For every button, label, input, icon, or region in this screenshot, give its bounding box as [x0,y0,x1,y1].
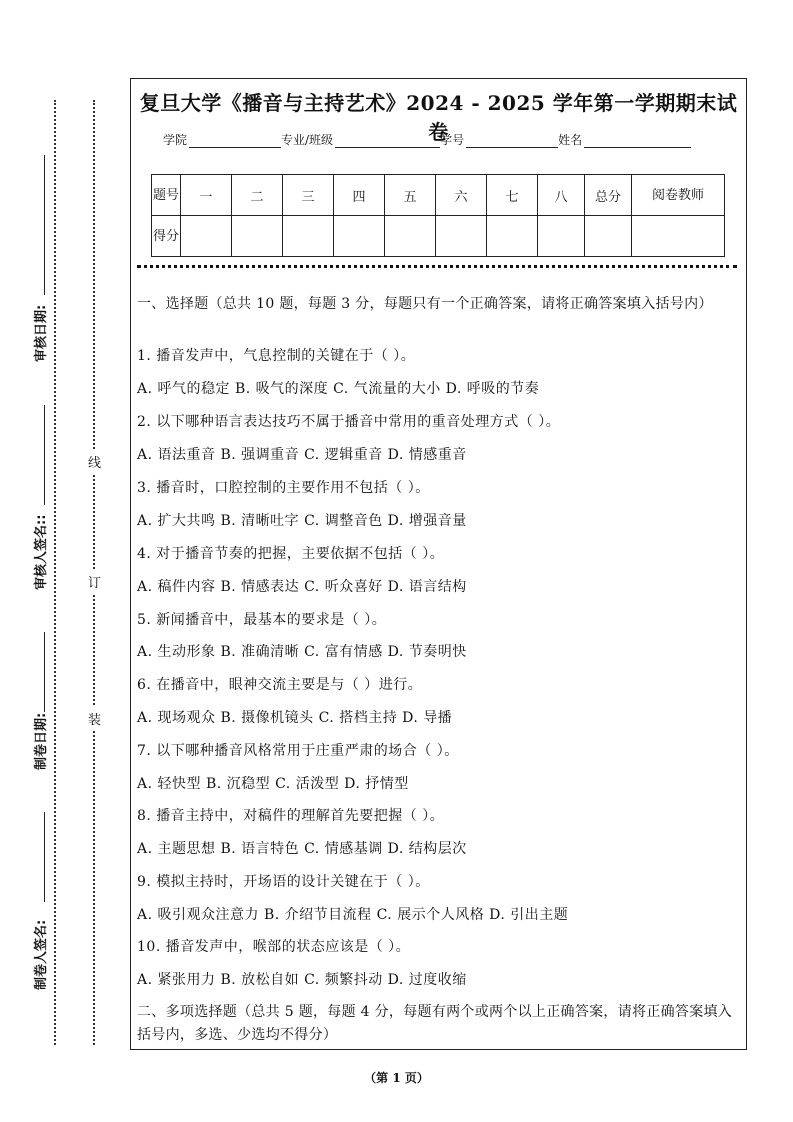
score-cell[interactable] [538,216,585,257]
major-class-field[interactable] [335,133,440,148]
question-8: 8. 播音主持中，对稿件的理解首先要把握（ ）。 [137,808,445,824]
question-2-options: A. 语法重音 B. 强调重音 C. 逻辑重音 D. 情感重音 [137,447,467,463]
binding-char-staple: 装 [88,707,101,730]
score-table-score-row [152,216,725,257]
audit-date-label: 审核日期: [34,304,49,362]
score-table [151,174,725,257]
score-cell[interactable] [181,216,232,257]
col-header: 八 [538,175,585,216]
page-title: 复旦大学《播音与主持艺术》2024 - 2025 学年第一学期期末试卷 [139,91,738,144]
question-7: 7. 以下哪种播音风格常用于庄重严肃的场合（ ）。 [137,743,459,759]
name-field[interactable] [584,133,691,148]
question-4-options: A. 稿件内容 B. 情感表达 C. 听众喜好 D. 语言结构 [137,579,467,595]
score-row-header: 得分 [152,216,181,257]
auditor-signature-blank [44,405,45,505]
score-cell[interactable] [436,216,487,257]
question-2: 2. 以下哪种语言表达技巧不属于播音中常用的重音处理方式（ ）。 [137,414,561,430]
question-6-options: A. 现场观众 B. 摄像机镜头 C. 搭档主持 D. 导播 [137,710,453,726]
exam-date-label: 制卷日期: [34,712,49,770]
exam-maker-signature-blank [44,812,45,902]
page-number: （第 1 页） [364,1071,429,1085]
col-header: 四 [334,175,385,216]
auditor-signature-label: 审核人签名:: [34,514,49,590]
col-header: 总分 [585,175,632,216]
binding-dotted-line-outer [54,100,56,1045]
student-id-field[interactable] [466,133,558,148]
question-1-options: A. 呼气的稳定 B. 吸气的深度 C. 气流量的大小 D. 呼吸的节奏 [137,381,540,397]
col-header: 六 [436,175,487,216]
score-cell[interactable] [585,216,632,257]
major-class-label: 专业/班级 [281,133,334,147]
question-10: 10. 播音发声中，喉部的状态应该是（ ）。 [137,939,411,955]
question-9: 9. 模拟主持时，开场语的设计关键在于（ ）。 [137,874,430,890]
question-3-options: A. 扩大共鸣 B. 清晰吐字 C. 调整音色 D. 增强音量 [137,513,467,529]
section-2-heading: 二、多项选择题（总共 5 题，每题 4 分，每题有两个或两个以上正确答案，请将正确答案填入括号内，多选、少选均不得分） [137,1004,733,1043]
exam-paper-frame [130,78,747,1050]
question-3: 3. 播音时，口腔控制的主要作用不包括（ ）。 [137,480,430,496]
student-id-label: 学号 [440,133,465,147]
name-label: 姓名 [558,133,583,147]
question-8-options: A. 主题思想 B. 语言特色 C. 情感基调 D. 结构层次 [137,841,467,857]
score-cell[interactable] [385,216,436,257]
score-cell[interactable] [487,216,538,257]
question-9-options: A. 吸引观众注意力 B. 介绍节目流程 C. 展示个人风格 D. 引出主题 [137,907,569,923]
score-cell[interactable] [232,216,283,257]
score-cell[interactable] [632,216,725,257]
score-cell[interactable] [283,216,334,257]
question-1: 1. 播音发声中，气息控制的关键在于（ ）。 [137,348,416,364]
college-label: 学院 [163,133,188,147]
student-info-row [163,131,691,148]
audit-date-blank [44,155,45,295]
question-5: 5. 新闻播音中，最基本的要求是（ ）。 [137,612,387,628]
col-header: 七 [487,175,538,216]
exam-date-blank [44,632,45,712]
exam-maker-signature-label: 制卷人签名: [34,919,49,990]
col-header: 三 [283,175,334,216]
college-field[interactable] [189,133,281,148]
score-cell[interactable] [334,216,385,257]
question-10-options: A. 紧张用力 B. 放松自如 C. 频繁抖动 D. 过度收缩 [137,972,467,988]
binding-char-bind: 订 [88,570,101,593]
section-1-heading: 一、选择题（总共 10 题，每题 3 分，每题只有一个正确答案，请将正确答案填入括号内） [137,296,713,312]
section-divider [137,265,737,268]
question-number-header: 题号 [152,175,181,216]
binding-char-line: 线 [88,450,101,473]
col-header: 一 [181,175,232,216]
question-6: 6. 在播音中，眼神交流主要是与（ ）进行。 [137,677,423,693]
question-7-options: A. 轻快型 B. 沉稳型 C. 活泼型 D. 抒情型 [137,776,409,792]
question-5-options: A. 生动形象 B. 准确清晰 C. 富有情感 D. 节奏明快 [137,644,467,660]
col-header: 五 [385,175,436,216]
col-header: 二 [232,175,283,216]
col-header: 阅卷教师 [632,175,725,216]
question-4: 4. 对于播音节奏的把握，主要依据不包括（ ）。 [137,546,445,562]
score-table-header-row [152,175,725,216]
